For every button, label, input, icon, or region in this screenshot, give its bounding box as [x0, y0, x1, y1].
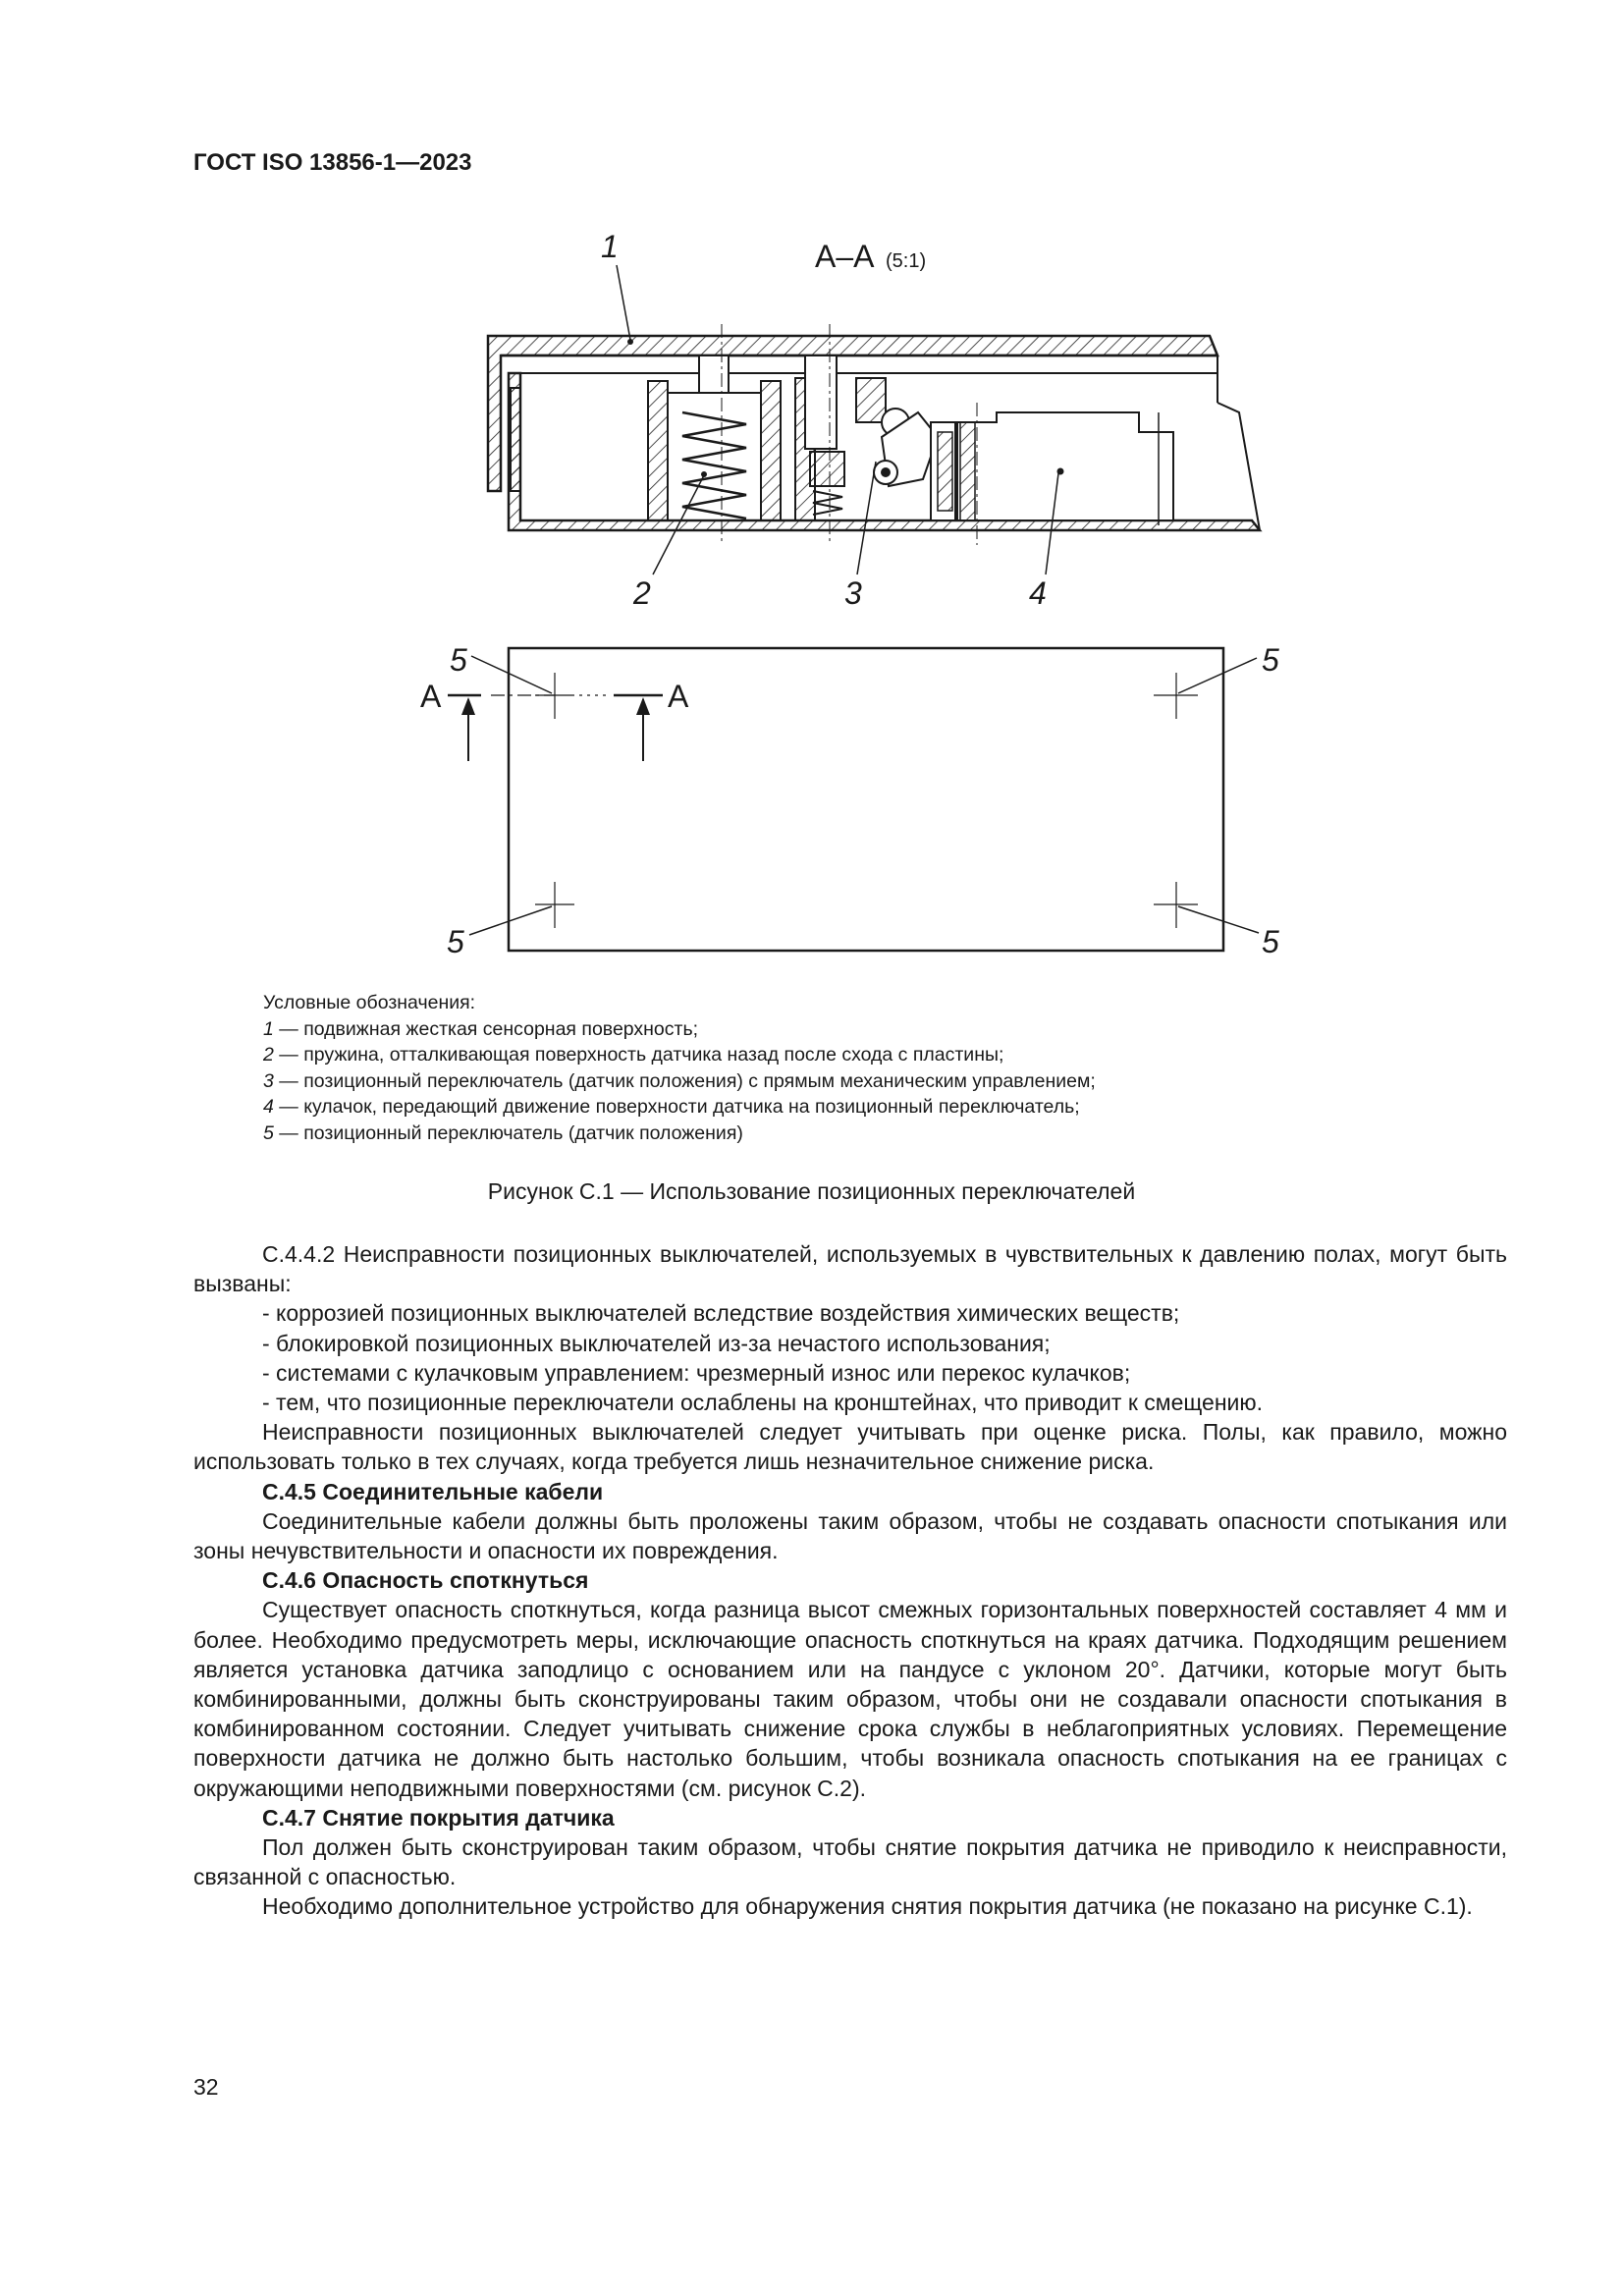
list-item: - коррозией позиционных выключателей вследствие воздействия химических веществ; — [262, 1300, 1180, 1327]
list-item: - блокировкой позиционных выключателей из-за нечастого использования; — [262, 1330, 1051, 1356]
section-heading: С.4.6 Опасность споткнуться — [262, 1567, 589, 1594]
figure-legend — [263, 990, 1096, 1146]
svg-text:2: 2 — [633, 575, 651, 611]
svg-text:А: А — [420, 679, 442, 714]
callout-1 — [601, 229, 633, 345]
spring-assembly — [648, 324, 781, 545]
page-number: 32 — [193, 2074, 219, 2100]
figure-c1 — [393, 216, 1325, 982]
figure-caption: Рисунок С.1 — Использование позиционных переключателей — [487, 1178, 1136, 1204]
document-header: ГОСТ ISO 13856-1—2023 — [193, 149, 472, 176]
legend-item: 3 — позиционный переключатель (датчик положения) с прямым механическим управлением; — [263, 1069, 1096, 1092]
paragraph: Существует опасность споткнуться, когда разница высот смежных горизонтальных поверхностей составляет 4 мм и более. Необходимо предусмотреть меры, исключающие опасность споткнуться на краях датчика. Подходящим решением является установка датчика заподлицо с основанием или на пандусе с уклоном 20°. Датчики, которые могут быть комбинированными, должны быть сконструированы таким образом, чтобы они не создавали опасности спотыкания в комбинированном состоянии. Следует учитывать снижение срока службы в неблагоприятных условиях. Перемещение поверхности датчика не должно быть настолько большим, чтобы возникала опасность спотыкания на ее границах с окружающими неподвижными поверхностями (см. рисунок С.2). — [193, 1597, 1507, 1801]
section-heading: С.4.5 Соединительные кабели — [262, 1478, 604, 1504]
list-item: - системами с кулачковым управлением: чрезмерный износ или перекос кулачков; — [262, 1359, 1131, 1386]
plan-view-outline — [509, 648, 1223, 951]
paragraph: Соединительные кабели должны быть проложены таким образом, чтобы не создавать опасности спотыкания или зоны нечувствительности и опасности их повреждения. — [193, 1507, 1507, 1564]
paragraph: Пол должен быть сконструирован таким образом, чтобы снятие покрытия датчика не приводило к неисправности, связанной с опасностью. — [193, 1834, 1507, 1890]
legend-item: 1 — подвижная жесткая сенсорная поверхность; — [263, 1017, 699, 1040]
section-heading: С.4.7 Снятие покрытия датчика — [262, 1804, 615, 1831]
position-switch-assembly — [795, 324, 938, 545]
svg-text:5: 5 — [450, 642, 467, 678]
section-title: А–А — [815, 239, 875, 274]
paragraph: С.4.4.2 Неисправности позиционных выключателей, используемых в чувствительных к давлению полах, могут быть вызваны: — [193, 1241, 1507, 1297]
svg-text:4: 4 — [1029, 575, 1047, 611]
legend-item: 2 — пружина, отталкивающая поверхность датчика назад после схода с пластины; — [263, 1044, 1004, 1066]
callout-5-top-left — [450, 642, 552, 693]
svg-text:1: 1 — [601, 229, 619, 264]
legend-item: 4 — кулачок, передающий движение поверхности датчика на позиционный переключатель; — [263, 1096, 1080, 1118]
svg-text:5: 5 — [447, 924, 464, 959]
switch-marks — [535, 673, 1198, 928]
list-item: - тем, что позиционные переключатели ослаблены на кронштейнах, что приводит к смещению. — [262, 1390, 1264, 1416]
paragraph: Необходимо дополнительное устройство для обнаружения снятия покрытия датчика (не показано на рисунке С.1). — [262, 1893, 1473, 1920]
callout-5-top-right — [1178, 642, 1279, 693]
section-scale: (5:1) — [886, 250, 927, 272]
paragraph: Неисправности позиционных выключателей следует учитывать при оценке риска. Полы, как правило, можно использовать только в тех случаях, когда требуется лишь незначительное снижение риска. — [193, 1419, 1507, 1475]
svg-text:3: 3 — [844, 575, 862, 611]
legend-title: Условные обозначения: — [263, 992, 476, 1013]
callout-2 — [632, 471, 707, 611]
body-text — [193, 1239, 1507, 1922]
svg-text:5: 5 — [1262, 924, 1279, 959]
svg-text:5: 5 — [1262, 642, 1279, 678]
legend-item: 5 — позиционный переключатель (датчик положения) — [263, 1121, 743, 1144]
callout-3 — [844, 462, 876, 611]
svg-text:А: А — [668, 679, 689, 714]
